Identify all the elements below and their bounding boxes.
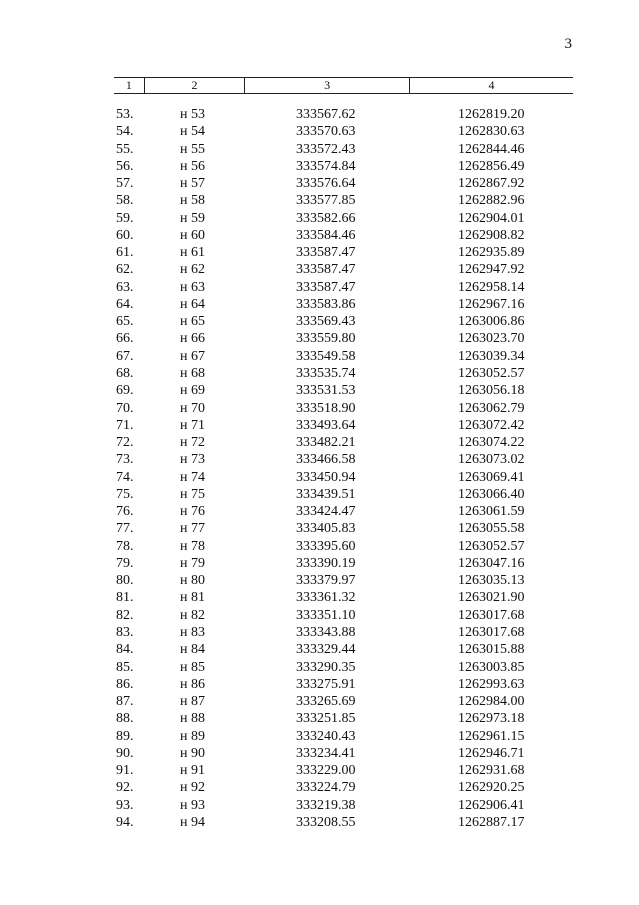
coordinate-y: 1263003.85	[458, 659, 525, 675]
coordinate-x: 333584.46	[296, 227, 356, 243]
coordinate-y: 1262856.49	[458, 158, 525, 174]
coordinate-x: 333439.51	[296, 486, 356, 502]
coordinate-x: 333379.97	[296, 573, 356, 589]
coordinate-x: 333583.86	[296, 296, 356, 312]
coordinate-x: 333208.55	[296, 814, 356, 830]
table-row	[0, 779, 639, 796]
point-label: н 68	[180, 365, 205, 381]
coordinate-x: 333343.88	[296, 624, 356, 640]
point-label: н 85	[180, 659, 205, 675]
row-number: 64.	[116, 296, 134, 312]
row-number: 88.	[116, 711, 134, 727]
table-row	[0, 728, 639, 745]
table-row	[0, 158, 639, 175]
row-number: 76.	[116, 504, 134, 520]
coordinate-x: 333587.47	[296, 279, 356, 295]
coordinate-x: 333405.83	[296, 521, 356, 537]
coordinate-y: 1263006.86	[458, 314, 525, 330]
row-number: 56.	[116, 158, 134, 174]
row-number: 58.	[116, 193, 134, 209]
row-number: 80.	[116, 573, 134, 589]
coordinate-y: 1263061.59	[458, 504, 525, 520]
coordinate-x: 333390.19	[296, 555, 356, 571]
table-row	[0, 382, 639, 399]
row-number: 83.	[116, 624, 134, 640]
coordinate-y: 1262931.68	[458, 763, 525, 779]
row-number: 92.	[116, 780, 134, 796]
coordinate-x: 333587.47	[296, 262, 356, 278]
coordinate-y: 1262935.89	[458, 245, 525, 261]
coordinate-y: 1263039.34	[458, 348, 525, 364]
row-number: 59.	[116, 210, 134, 226]
coordinate-y: 1263062.79	[458, 400, 525, 416]
row-number: 93.	[116, 797, 134, 813]
row-number: 90.	[116, 745, 134, 761]
row-number: 84.	[116, 642, 134, 658]
coordinate-x: 333275.91	[296, 676, 356, 692]
coordinate-x: 333567.62	[296, 107, 356, 122]
row-number: 86.	[116, 676, 134, 692]
coordinate-y: 1262958.14	[458, 279, 525, 295]
table-row	[0, 624, 639, 641]
coordinate-x: 333224.79	[296, 780, 356, 796]
coordinate-x: 333290.35	[296, 659, 356, 675]
coordinate-y: 1262961.15	[458, 728, 525, 744]
coordinate-x: 333587.47	[296, 245, 356, 261]
point-label: н 69	[180, 383, 205, 399]
table-row	[0, 589, 639, 606]
coordinate-y: 1262882.96	[458, 193, 525, 209]
coordinate-y: 1262904.01	[458, 210, 525, 226]
coordinate-x: 333577.85	[296, 193, 356, 209]
row-number: 61.	[116, 245, 134, 261]
coordinate-y: 1263015.88	[458, 642, 525, 658]
row-number: 78.	[116, 538, 134, 554]
point-label: н 71	[180, 417, 205, 433]
point-label: н 91	[180, 763, 205, 779]
point-label: н 59	[180, 210, 205, 226]
coordinate-x: 333582.66	[296, 210, 356, 226]
coordinate-x: 333466.58	[296, 452, 356, 468]
coordinate-y: 1262967.16	[458, 296, 525, 312]
coordinate-x: 333572.43	[296, 141, 356, 157]
table-row	[0, 279, 639, 296]
point-label: н 60	[180, 227, 205, 243]
point-label: н 87	[180, 694, 205, 710]
point-label: н 54	[180, 124, 205, 140]
row-number: 53.	[116, 107, 134, 122]
point-label: н 67	[180, 348, 205, 364]
point-label: н 79	[180, 555, 205, 571]
row-number: 87.	[116, 694, 134, 710]
point-label: н 82	[180, 607, 205, 623]
coordinate-y: 1262906.41	[458, 797, 525, 813]
table-row	[0, 607, 639, 624]
table-row	[0, 538, 639, 555]
coordinate-y: 1263017.68	[458, 607, 525, 623]
coordinate-y: 1263069.41	[458, 469, 525, 485]
point-label: н 84	[180, 642, 205, 658]
coordinate-y: 1263074.22	[458, 435, 525, 451]
coordinate-x: 333395.60	[296, 538, 356, 554]
coordinate-y: 1263047.16	[458, 555, 525, 571]
table-row	[0, 797, 639, 814]
coordinate-y: 1262920.25	[458, 780, 525, 796]
coordinate-x: 333240.43	[296, 728, 356, 744]
table-row	[0, 192, 639, 209]
coordinate-x: 333229.00	[296, 763, 356, 779]
row-number: 69.	[116, 383, 134, 399]
table-row	[0, 417, 639, 434]
table-row	[0, 469, 639, 486]
coordinate-x: 333518.90	[296, 400, 356, 416]
table-row	[0, 572, 639, 589]
table-row	[0, 693, 639, 710]
table-row	[0, 486, 639, 503]
table-row	[0, 348, 639, 365]
table-row	[0, 313, 639, 330]
table-row	[0, 261, 639, 278]
point-label: н 66	[180, 331, 205, 347]
coordinate-y: 1263055.58	[458, 521, 525, 537]
row-number: 62.	[116, 262, 134, 278]
coordinate-y: 1263072.42	[458, 417, 525, 433]
table-row	[0, 175, 639, 192]
point-label: н 73	[180, 452, 205, 468]
coordinate-x: 333535.74	[296, 365, 356, 381]
coordinate-x: 333219.38	[296, 797, 356, 813]
coordinate-y: 1263052.57	[458, 538, 525, 554]
point-label: н 78	[180, 538, 205, 554]
point-label: н 70	[180, 400, 205, 416]
point-label: н 83	[180, 624, 205, 640]
coordinates-table-body	[0, 106, 639, 831]
coordinate-x: 333559.80	[296, 331, 356, 347]
row-number: 89.	[116, 728, 134, 744]
coordinate-y: 1262993.63	[458, 676, 525, 692]
point-label: н 55	[180, 141, 205, 157]
row-number: 67.	[116, 348, 134, 364]
row-number: 79.	[116, 555, 134, 571]
coordinate-x: 333570.63	[296, 124, 356, 140]
coordinate-x: 333361.32	[296, 590, 356, 606]
table-row	[0, 745, 639, 762]
row-number: 81.	[116, 590, 134, 606]
coordinate-x: 333251.85	[296, 711, 356, 727]
point-label: н 90	[180, 745, 205, 761]
coordinate-x: 333531.53	[296, 383, 356, 399]
row-number: 75.	[116, 486, 134, 502]
table-row	[0, 555, 639, 572]
table-row	[0, 227, 639, 244]
coordinate-x: 333450.94	[296, 469, 356, 485]
table-row	[0, 296, 639, 313]
point-label: н 57	[180, 176, 205, 192]
coordinate-y: 1263017.68	[458, 624, 525, 640]
point-label: н 75	[180, 486, 205, 502]
row-number: 72.	[116, 435, 134, 451]
table-row	[0, 520, 639, 537]
point-label: н 86	[180, 676, 205, 692]
column-header-2: 2	[144, 78, 244, 94]
table-row	[0, 434, 639, 451]
point-label: н 93	[180, 797, 205, 813]
coordinate-y: 1263056.18	[458, 383, 525, 399]
coordinate-y: 1263021.90	[458, 590, 525, 606]
point-label: н 88	[180, 711, 205, 727]
point-label: н 81	[180, 590, 205, 606]
table-row	[0, 676, 639, 693]
point-label: н 61	[180, 245, 205, 261]
point-label: н 76	[180, 504, 205, 520]
page-number: 3	[564, 36, 572, 52]
row-number: 82.	[116, 607, 134, 623]
coordinate-y: 1262887.17	[458, 814, 525, 830]
row-number: 65.	[116, 314, 134, 330]
point-label: н 92	[180, 780, 205, 796]
point-label: н 74	[180, 469, 205, 485]
coordinate-y: 1263035.13	[458, 573, 525, 589]
column-header-1: 1	[114, 78, 144, 94]
coordinate-x: 333329.44	[296, 642, 356, 658]
coordinate-y: 1262908.82	[458, 227, 525, 243]
row-number: 68.	[116, 365, 134, 381]
table-row	[0, 365, 639, 382]
coordinate-y: 1262830.63	[458, 124, 525, 140]
coordinate-y: 1263052.57	[458, 365, 525, 381]
coordinate-x: 333493.64	[296, 417, 356, 433]
row-number: 85.	[116, 659, 134, 675]
point-label: н 58	[180, 193, 205, 209]
row-number: 94.	[116, 814, 134, 830]
table-row	[0, 123, 639, 140]
row-number: 55.	[116, 141, 134, 157]
coordinate-x: 333424.47	[296, 504, 356, 520]
point-label: н 62	[180, 262, 205, 278]
coordinate-x: 333482.21	[296, 435, 356, 451]
table-row	[0, 641, 639, 658]
point-label: н 53	[180, 107, 205, 122]
table-row	[0, 210, 639, 227]
column-header-4: 4	[410, 78, 573, 94]
point-label: н 77	[180, 521, 205, 537]
coordinate-y: 1263073.02	[458, 452, 525, 468]
row-number: 77.	[116, 521, 134, 537]
coordinate-x: 333234.41	[296, 745, 356, 761]
coordinate-x: 333574.84	[296, 158, 356, 174]
point-label: н 94	[180, 814, 205, 830]
coordinate-y: 1262973.18	[458, 711, 525, 727]
point-label: н 56	[180, 158, 205, 174]
table-row	[0, 451, 639, 468]
column-header-3: 3	[245, 78, 410, 94]
coordinate-y: 1262984.00	[458, 694, 525, 710]
table-row	[0, 503, 639, 520]
point-label: н 63	[180, 279, 205, 295]
table-row	[0, 244, 639, 261]
row-number: 91.	[116, 763, 134, 779]
coordinate-y: 1262844.46	[458, 141, 525, 157]
point-label: н 64	[180, 296, 205, 312]
coordinate-y: 1262946.71	[458, 745, 525, 761]
row-number: 71.	[116, 417, 134, 433]
coordinate-y: 1262867.92	[458, 176, 525, 192]
point-label: н 72	[180, 435, 205, 451]
coordinate-y: 1263066.40	[458, 486, 525, 502]
row-number: 60.	[116, 227, 134, 243]
table-row	[0, 141, 639, 158]
coordinate-y: 1262819.20	[458, 107, 525, 122]
coordinate-y: 1263023.70	[458, 331, 525, 347]
coordinate-x: 333576.64	[296, 176, 356, 192]
row-number: 57.	[116, 176, 134, 192]
table-row	[0, 106, 639, 123]
column-header-table	[114, 77, 573, 94]
point-label: н 89	[180, 728, 205, 744]
table-row	[0, 330, 639, 347]
row-number: 70.	[116, 400, 134, 416]
coordinate-y: 1262947.92	[458, 262, 525, 278]
row-number: 73.	[116, 452, 134, 468]
row-number: 74.	[116, 469, 134, 485]
point-label: н 80	[180, 573, 205, 589]
coordinate-x: 333549.58	[296, 348, 356, 364]
row-number: 54.	[116, 124, 134, 140]
row-number: 66.	[116, 331, 134, 347]
table-row	[0, 400, 639, 417]
column-header-row	[114, 78, 573, 94]
table-row	[0, 762, 639, 779]
row-number: 63.	[116, 279, 134, 295]
coordinate-x: 333265.69	[296, 694, 356, 710]
coordinate-x: 333351.10	[296, 607, 356, 623]
coordinate-x: 333569.43	[296, 314, 356, 330]
point-label: н 65	[180, 314, 205, 330]
table-row	[0, 710, 639, 727]
table-row	[0, 814, 639, 831]
table-row	[0, 659, 639, 676]
